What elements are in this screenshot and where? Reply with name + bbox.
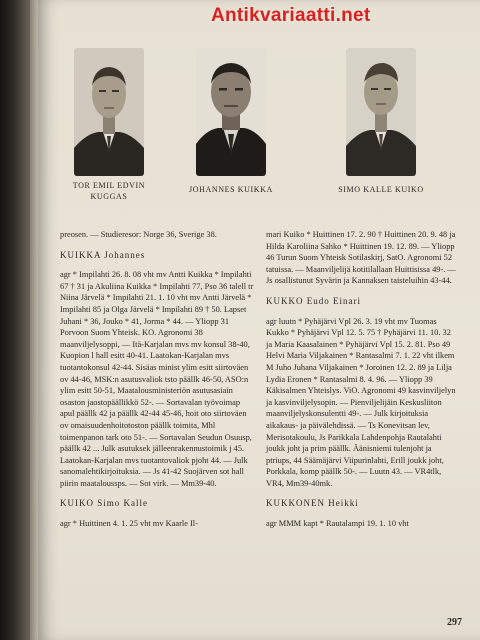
entry-heading-kukkonen-heikki: KUKKONEN Heikki: [266, 498, 359, 509]
text-column-left: [60, 229, 256, 530]
caption-portrait-1-line2: KUGGAS: [90, 191, 128, 201]
portrait-tor-kuggas: [74, 48, 144, 176]
entry-heading-kukko-eudo: KUKKO Eudo Einari: [266, 295, 361, 306]
entry-heading-kuiko-simo: KUIKO Simo Kalle: [60, 498, 148, 509]
caption-portrait-1: [52, 181, 166, 203]
entry-intro-text: preosen. — Studieresor: Norge 36, Sverige 38.: [60, 230, 217, 239]
caption-portrait-2: JOHANNES KUIKKA: [189, 185, 273, 194]
watermark: Antikvariaatti.net: [211, 5, 371, 26]
portrait-johannes-kuikka: [196, 48, 266, 176]
entry-body-kuiko-simo-cont: mari Kuiko * Huittinen 17. 2. 90 † Huittinen 20. 9. 48 ja Hilda Karoliina Sahko * Huittinen 19. 12. 89. — Yliopp 46 Turun Suom Yhteisk Sotilaskirj, SatO. Agronomi 52 tatuissa. — Maanviljelijä kotitilallaan Huittisissa 49-. — Js osallistunut Syvärin ja Kannaksen taisteluihin 43-44.: [266, 230, 456, 286]
entry-body-kuikka-johannes: agr * Impilahti 26. 8. 08 vht mv Antti Kuikka * Impilahti 67 † 31 ja Akuliina Kuikka * Impilahti 77, Pso 36 talell tr Niina Järvelä * Impilahti 21. 1. 10 vht mv Antti Järvelä * Impilahti 85 ja Olga Järvelä * Impilahti 89 † 50. Lapset Juhani * 36, Jouko * 41, Jorma * 44. — Yliopp 31 Porvoon Suom Yhteisk. KO. Agronomi 38 maanviljelysoppi, — Itä-Karjalan mvs mv konsul 38-40, Kuopion l hall esitt 40-41. Laatokan-Karjalan mvs tuotantokonsul 42-44. Sisäas minist ylim esitt siirtoväen ov 44-46, MSK:n asutusvaliok tsto päällk 46-50, ASO:n ylim esitt 50-51, Maatalousministeriön asutusasiain osaston jaostopäällikkö 52-. — Sortavalan työvoimap apul päällk 42 ja päällk 42-44 45-46, hoit oto siirtoväen ov omaisuudenhoitotoston päällk toimita, Mhl toimenpanon tark oto 51-. — Sortavalan Seudun Osuusp, päällk 42 ... Julk asutuksek jälleenrakennustoimik j 45. Laatokan-Karjalan mvs tuotantovaliok pjoht 44. — Julk sanomalehtikirjoituksia. — Js 41-42 Suojärven sot hall piirin maataloussps. — Sot virk. — Mm39-40.: [60, 270, 254, 488]
book-spine-shadow: [0, 0, 30, 640]
entry-heading-kuikka-johannes: KUIKKA Johannes: [60, 249, 146, 260]
entry-body-kukkonen-heikki: agr MMM kapt * Rautalampi 19. 1. 10 vht: [266, 519, 409, 529]
page-number: 297: [447, 617, 462, 628]
portrait-simo-kuiko: [346, 48, 416, 176]
text-column-right: [266, 229, 458, 530]
book-page: [38, 0, 480, 640]
caption-portrait-1-line1: TOR EMIL EDVIN: [72, 181, 146, 190]
entry-body-kuiko-simo: agr * Huittinen 4. 1. 25 vht mv Kaarle Il-: [60, 519, 198, 529]
entry-body-kukko-eudo: agr luutn * Pyhäjärvi Vpl 26. 3. 19 vht mv Tuomas Kukko * Pyhäjärvi Vpl 12. 5. 75 † Pyhäjärvi 11. 10. 32 ja Maria Kaasalainen * Pyhäjärvi Vpl 15. 2. 81. Pso 49 Helvi Maria Viljakainen * Rantasalmi 7. 1. 22 vht ilkem M Juho Juhana Viljakainen * Joroinen 12. 2. 89 ja Lilja Lydia Eronen * Rantasalmi 8. 4. 96. — Yliopp 39 Käkisalmen Yhteislys. ViO. Agronomi 49 kasvinviljelyn ja kasvinviljelysopin. — Pienviljelijäin Keskusliiton maanviljelyskonsulentti 49-. — Julk kirjoituksia aikakaus- ja päivälehdissä. — Ts Konevitsan lev, Merisotakoulu, Js Parikkala Lahdenpohja Rautalahti joukk joht ja prim päällk. Äänisniemi tulenjoht ja ptriups, 44 Säämäjärvi Viipurinlahti, Erill joukk joht, Porkkala, komp päällk 50-. — Luutn 43. — VR4tlk, VR4, Mm39-40mk.: [266, 316, 456, 488]
caption-portrait-3: SIMO KALLE KUIKO: [338, 185, 424, 194]
